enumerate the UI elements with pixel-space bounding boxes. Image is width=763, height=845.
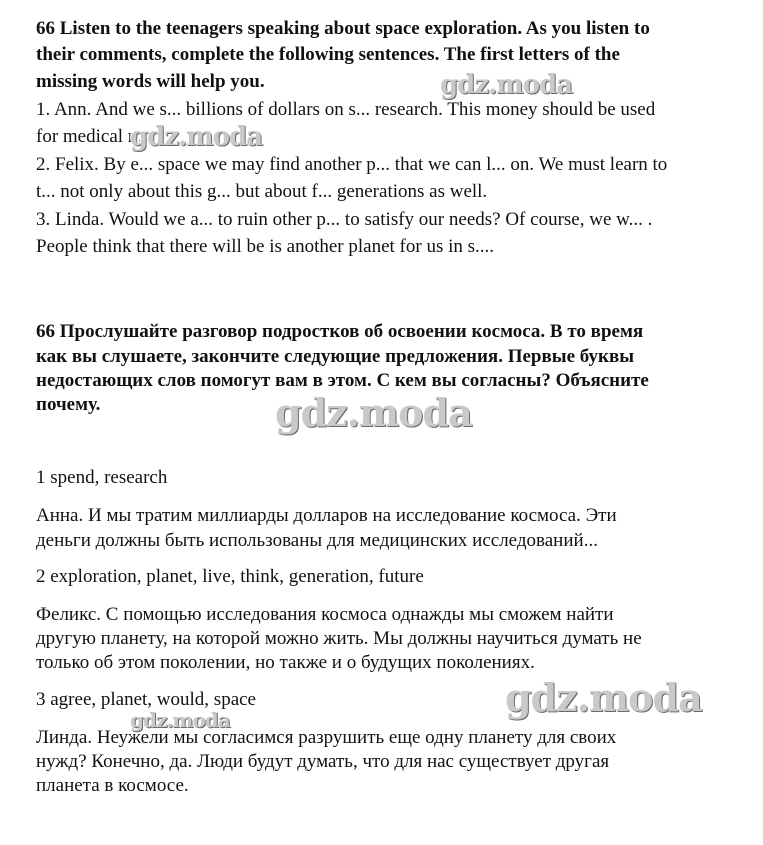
answer-2-translation-line-2: другую планету, на которой можно жить. Мы должны научиться думать не — [36, 628, 642, 649]
answer-2-translation-line-3: только об этом поколении, но также и о будущих поколениях. — [36, 652, 535, 673]
task-en-line-9: People think that there will be is another planet for us in s.... — [36, 236, 495, 257]
answer-3-translation-line-1: Линда. Неужели мы согласимся разрушить еще одну планету для своих — [36, 727, 617, 748]
answer-2-words: 2 exploration, planet, live, think, generation, future — [36, 566, 424, 587]
task-en-line-7: t... not only about this g... but about f... generations as well. — [36, 181, 488, 202]
task-en-line-8: 3. Linda. Would we a... to ruin other p... to satisfy our needs? Of course, we w... . — [36, 209, 653, 230]
task-ru-line-3: недостающих слов помогут вам в этом. С кем вы согласны? Объясните — [36, 370, 649, 391]
task-ru-line-1: 66 Прослушайте разговор подростков об освоении космоса. В то время — [36, 321, 644, 342]
answer-1-translation-line-2: деньги должны быть использованы для медицинских исследований... — [36, 530, 598, 551]
watermark: gdz.moda — [275, 390, 472, 435]
answer-3-words: 3 agree, planet, would, space — [36, 689, 256, 710]
task-en-line-6: 2. Felix. By e... space we may find another p... that we can l... on. We must learn to — [36, 154, 668, 175]
task-en-line-4: 1. Ann. And we s... billions of dollars on s... research. This money should be used — [36, 99, 656, 120]
task-en-line-5: for medical r... — [36, 126, 148, 147]
answer-1-translation-line-1: Анна. И мы тратим миллиарды долларов на исследование космоса. Эти — [36, 505, 617, 526]
watermark: gdz.moda — [130, 708, 230, 732]
task-en-line-1: 66 Listen to the teenagers speaking about space exploration. As you listen to — [36, 18, 650, 39]
answer-3-translation-line-2: нужд? Конечно, да. Люди будут думать, что для нас существует другая — [36, 751, 610, 772]
task-ru-line-4: почему. — [36, 394, 101, 415]
answer-3-translation-line-3: планета в космосе. — [36, 775, 189, 796]
task-en-line-2: their comments, complete the following sentences. The first letters of the — [36, 44, 620, 65]
answer-2-translation-line-1: Феликс. С помощью исследования космоса однажды мы сможем найти — [36, 604, 614, 625]
answer-1-words: 1 spend, research — [36, 467, 168, 488]
watermark: gdz.moda — [505, 675, 702, 720]
watermark: gdz.moda — [440, 70, 573, 100]
watermark: gdz.moda — [130, 122, 263, 152]
task-ru-line-2: как вы слушаете, закончите следующие предложения. Первые буквы — [36, 346, 635, 367]
task-en-line-3: missing words will help you. — [36, 71, 265, 92]
